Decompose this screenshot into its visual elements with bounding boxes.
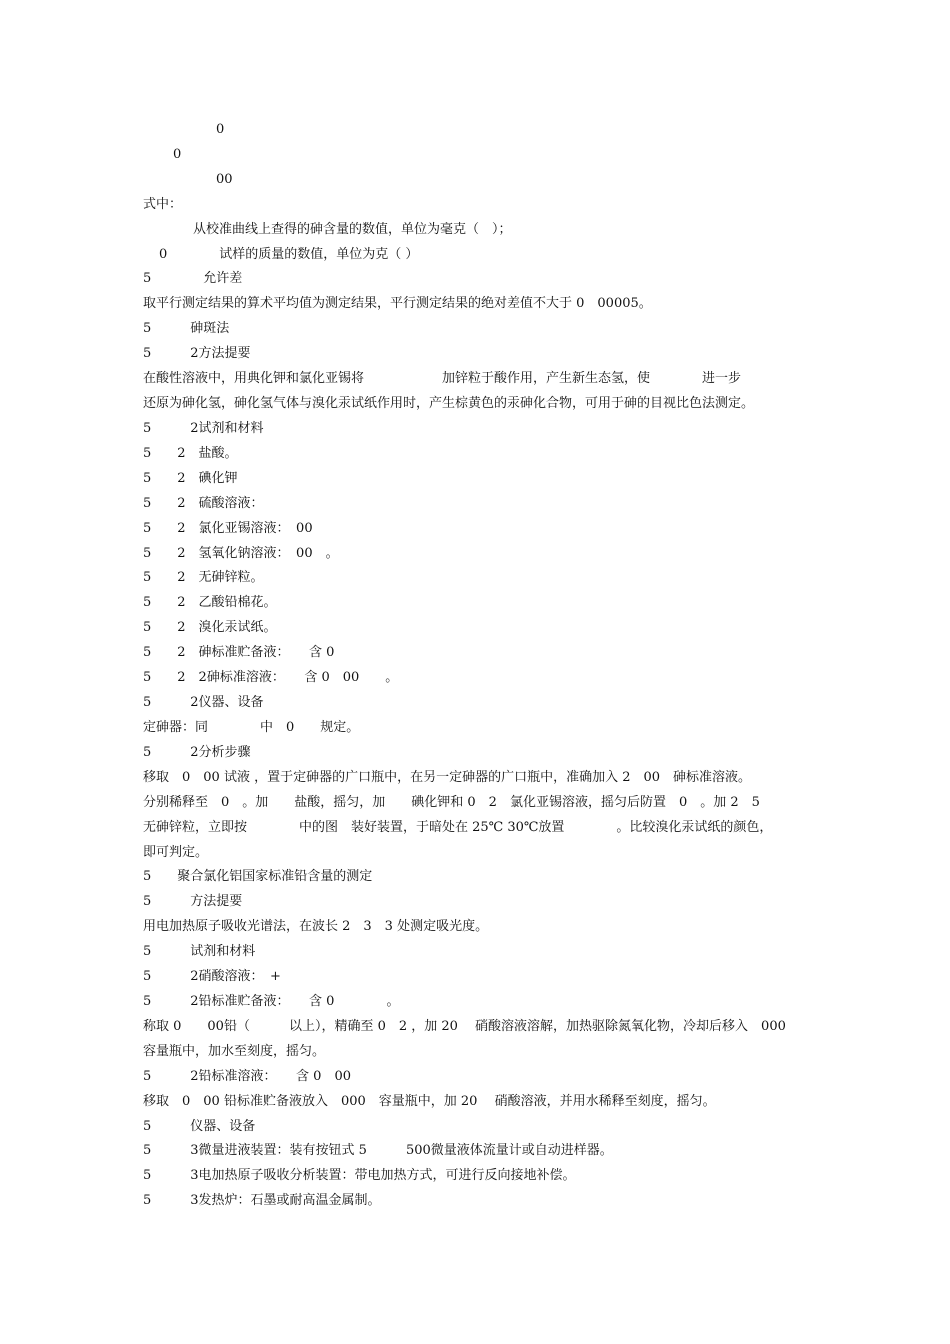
text-line: 式中： xyxy=(143,197,183,212)
list-item: 5 3发热炉：石墨或耐高温金属制。 xyxy=(143,1193,381,1208)
section-heading: 5 仪器、设备 xyxy=(143,1119,256,1134)
list-item: 5 2铅标准贮备液： 含 0 。 xyxy=(143,994,400,1009)
formula-denominator: 00 xyxy=(216,172,233,187)
section-heading: 5 2仪器、设备 xyxy=(143,695,264,710)
list-item: 5 3微量进液装置：装有按钮式 5 500微量液体流量计或自动进样器。 xyxy=(143,1143,613,1158)
list-item: 5 2 盐酸。 xyxy=(143,446,238,461)
text-line: 用电加热原子吸收光谱法，在波长 2 3 3 处测定吸光度。 xyxy=(143,919,489,934)
list-item: 5 2铅标准溶液： 含 0 00 xyxy=(143,1069,351,1084)
section-heading: 5 2试剂和材料 xyxy=(143,421,264,436)
section-heading: 5 试剂和材料 xyxy=(143,944,256,959)
list-item: 5 2 2砷标准溶液： 含 0 00 。 xyxy=(143,670,399,685)
text-line: 即可判定。 xyxy=(143,845,209,860)
text-line: 在酸性溶液中，用典化钾和氯化亚锡将 加锌粒于酸作用，产生新生态氢，使 进一步 xyxy=(143,371,742,386)
list-item: 5 2硝酸溶液： + xyxy=(143,969,281,984)
text-line: 取平行测定结果的算术平均值为测定结果，平行测定结果的绝对差值不大于 0 00005。 xyxy=(143,296,652,311)
text-line: 移取 0 00 试液 ，置于定砷器的广口瓶中，在另一定砷器的广口瓶中，准确加入 2 00 砷标准溶液。 xyxy=(143,770,752,785)
section-heading: 5 砷斑法 xyxy=(143,321,230,336)
section-heading: 5 2方法提要 xyxy=(143,346,251,361)
list-item: 5 2 溴化汞试纸。 xyxy=(143,620,277,635)
text-line: 还原为砷化氢，砷化氢气体与溴化汞试纸作用时，产生棕黄色的汞砷化合物，可用于砷的目视比色法测定。 xyxy=(143,396,755,411)
formula-left-term: 0 xyxy=(173,147,182,162)
list-item: 5 2 氯化亚锡溶液： 00 xyxy=(143,521,313,536)
text-line: 无砷锌粒，立即按 中的图 装好装置，于暗处在 25℃ 30℃放置 。比较溴化汞试纸的颜色， xyxy=(143,820,773,835)
text-line: 从校准曲线上查得的砷含量的数值，单位为毫克（ ）； xyxy=(193,222,512,237)
list-item: 5 2 无砷锌粒。 xyxy=(143,570,264,585)
text-line: 容量瓶中，加水至刻度，摇匀。 xyxy=(143,1044,326,1059)
list-item: 5 2 碘化钾 xyxy=(143,471,238,486)
section-heading: 5 2分析步骤 xyxy=(143,745,251,760)
text-line: 称取 0 00铅（ 以上），精确至 0 2 ，加 20 硝酸溶液溶解，加热驱除氮氧化物，冷却后移入 000 xyxy=(143,1019,786,1034)
section-heading: 5 允许差 xyxy=(143,271,243,286)
text-line: 0 试样的质量的数值，单位为克（ ） xyxy=(159,247,419,262)
list-item: 5 2 硫酸溶液： xyxy=(143,496,264,511)
list-item: 5 2 乙酸铅棉花。 xyxy=(143,595,277,610)
list-item: 5 3电加热原子吸收分析装置：带电加热方式，可进行反向接地补偿。 xyxy=(143,1168,576,1183)
list-item: 5 2 氢氧化钠溶液： 00 。 xyxy=(143,546,339,561)
section-heading: 5 方法提要 xyxy=(143,894,243,909)
formula-numerator: 0 xyxy=(216,122,225,137)
section-heading: 5 聚合氯化铝国家标准铅含量的测定 xyxy=(143,869,373,884)
text-line: 定砷器：同 中 0 规定。 xyxy=(143,720,360,735)
text-line: 分别稀释至 0 。加 盐酸，摇匀，加 碘化钾和 0 2 氯化亚锡溶液，摇匀后防置 0 。加 2 5 xyxy=(143,795,760,810)
text-line: 移取 0 00 铅标准贮备液放入 000 容量瓶中，加 20 硝酸溶液，并用水稀释至刻度，摇匀。 xyxy=(143,1094,716,1109)
list-item: 5 2 砷标准贮备液： 含 0 xyxy=(143,645,335,660)
